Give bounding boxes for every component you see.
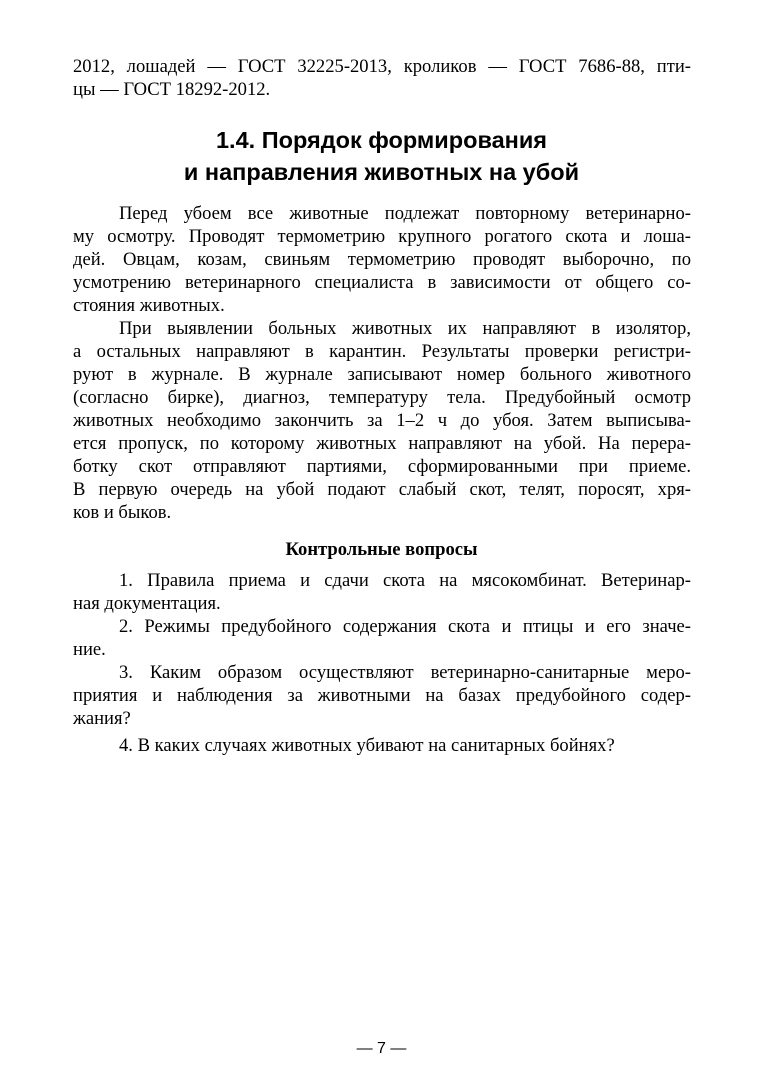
- text-line: стояния животных.: [73, 295, 225, 316]
- text-line: 2012, лошадей — ГОСТ 32225-2013, кроликов — ГОСТ 7686-88, пти-: [73, 56, 691, 77]
- text-line: ков и быков.: [73, 502, 172, 523]
- text-line: цы — ГОСТ 18292-2012.: [73, 79, 271, 100]
- text-line: ние.: [73, 639, 106, 660]
- question-2: [73, 615, 691, 661]
- text-line: ная документация.: [73, 593, 221, 614]
- questions-heading: Контрольные вопросы: [285, 539, 478, 560]
- text-line: жания?: [73, 708, 131, 729]
- text-line: ется пропуск, по которому животных направляют на убой. На перера-: [73, 433, 691, 454]
- text-line: а остальных направляют в карантин. Результаты проверки регистри-: [73, 341, 691, 362]
- text-line: Перед убоем все животные подлежат повторному ветеринарно-: [119, 203, 691, 224]
- section-title-line: и направления животных на убой: [183, 159, 580, 185]
- section-title: [0, 124, 763, 188]
- page-number: — 7 —: [356, 1040, 407, 1057]
- text-line: В первую очередь на убой подают слабый скот, телят, поросят, хря-: [73, 479, 691, 500]
- paragraph-2: [73, 317, 691, 524]
- paragraph-1: [73, 202, 691, 317]
- text-line: руют в журнале. В журнале записывают номер больного животного: [73, 364, 691, 385]
- text-line: приятия и наблюдения за животными на базах предубойного содер-: [73, 685, 691, 706]
- text-line: усмотрению ветеринарного специалиста в зависимости от общего со-: [73, 272, 691, 293]
- text-line: 2. Режимы предубойного содержания скота и птицы и его значе-: [119, 616, 691, 637]
- section-title-line: 1.4. Порядок формирования: [215, 127, 548, 153]
- text-line: му осмотру. Проводят термометрию крупного рогатого скота и лоша-: [73, 226, 691, 247]
- text-line: 1. Правила приема и сдачи скота на мясокомбинат. Ветеринар-: [119, 570, 691, 591]
- text-line: 4. В каких случаях животных убивают на санитарных бойнях?: [119, 735, 615, 756]
- question-1: [73, 569, 691, 615]
- question-3: [73, 661, 691, 730]
- intro-continuation: [73, 55, 691, 101]
- text-line: При выявлении больных животных их направляют в изолятор,: [119, 318, 691, 339]
- question-4: [73, 734, 691, 757]
- text-line: (согласно бирке), диагноз, температуру тела. Предубойный осмотр: [73, 387, 691, 408]
- text-line: ботку скот отправляют партиями, сформированными при приеме.: [73, 456, 691, 477]
- text-line: 3. Каким образом осуществляют ветеринарно-санитарные меро-: [119, 662, 691, 683]
- text-line: животных необходимо закончить за 1–2 ч до убоя. Затем выписыва-: [73, 410, 691, 431]
- text-line: дей. Овцам, козам, свиньям термометрию проводят выборочно, по: [73, 249, 691, 270]
